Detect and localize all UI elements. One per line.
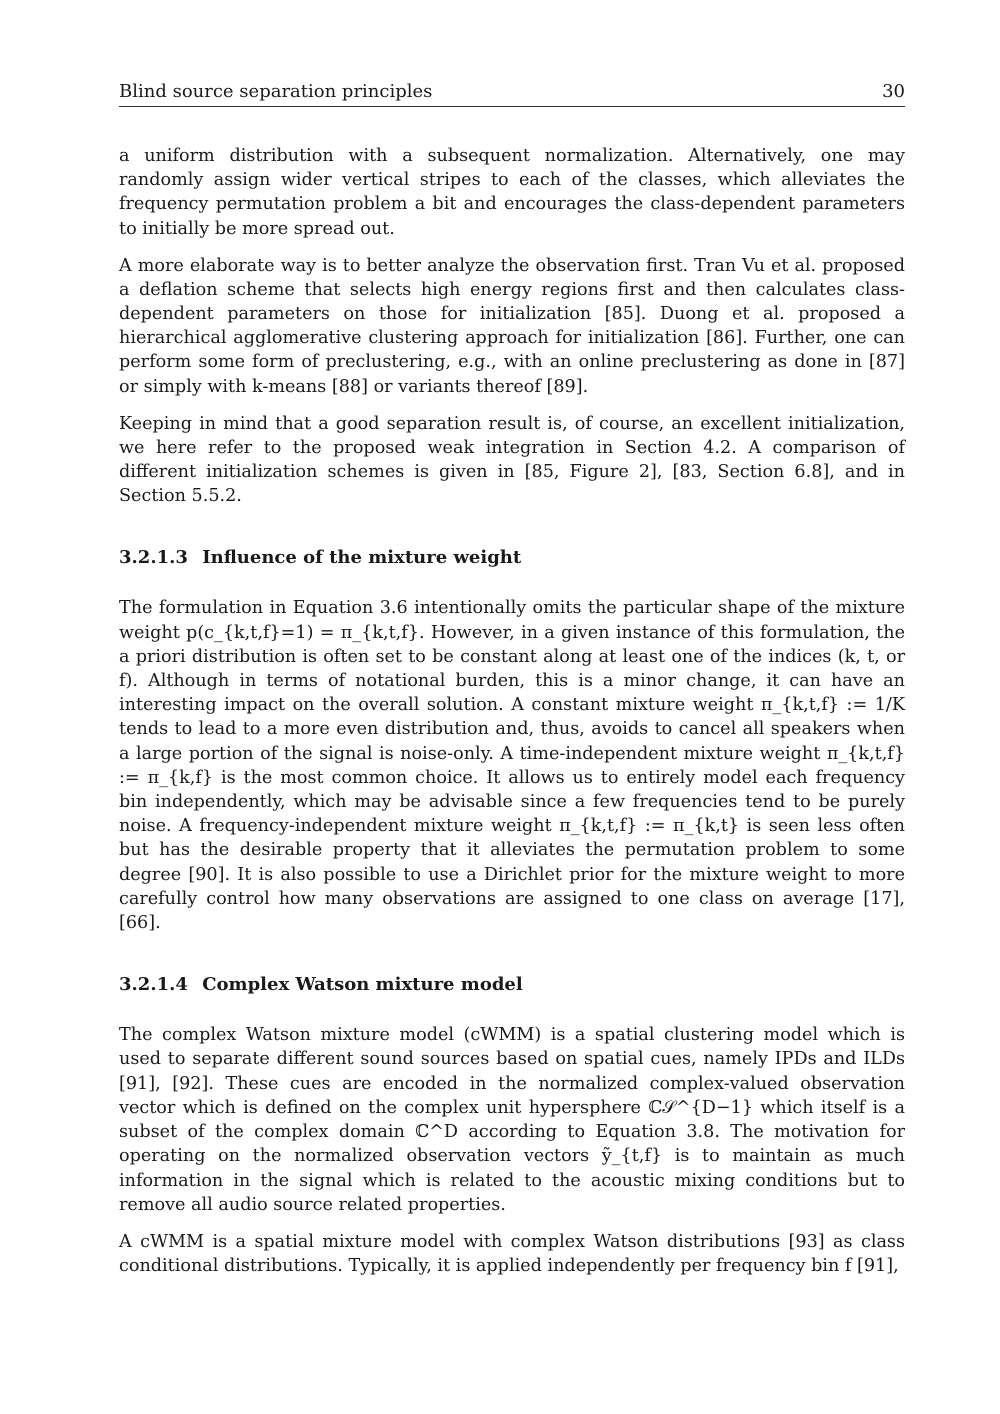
paragraph: Keeping in mind that a good separation result is, of course, an excellent initialization, we here refer to the proposed weak integration in Section 4.2. A comparison of different initialization schemes is given in [85, Figure 2], [83, Section 6.8], and in Section 5.5.2. — [119, 413, 905, 507]
section-number: 3.2.1.3 — [119, 547, 188, 569]
section-heading-cwmm — [119, 973, 905, 997]
paragraph: The formulation in Equation 3.6 intentionally omits the particular shape of the mixture weight p(c_{k,t,f}=1) = π_{k,t,f}. However, in a given instance of this formulation, the a priori distribution is often set to be constant along at least one of the indices (k, t, or f). Although in terms of notational burden, this is a minor change, it can have an interesting impact on the overall solution. A constant mixture weight π_{k,t,f} := 1/K tends to lead to a more even distribution and, thus, avoids to cancel all speakers when a large portion of the signal is noise-only. A time-independent mixture weight π_{k,t,f} := π_{k,f} is the most common choice. It allows us to entirely model each frequency bin independently, which may be advisable since a few frequencies tend to be purely noise. A frequency-independent mixture weight π_{k,t,f} := π_{k,t} is seen less often but has the desirable property that it alleviates the permutation problem to some degree [90]. It is also possible to use a Dirichlet prior for the mixture weight to more carefully control how many observations are assigned to one class on average [17], [66]. — [119, 598, 905, 934]
body-text — [119, 144, 905, 1291]
paragraph: A cWMM is a spatial mixture model with complex Watson distributions [93] as class conditional distributions. Typically, it is applied independently per frequency bin f [91], — [119, 1231, 905, 1276]
paragraph: The complex Watson mixture model (cWMM) is a spatial clustering model which is used to separate different sound sources based on spatial cues, namely IPDs and ILDs [91], [92]. These cues are encoded in the normalized complex-valued observation vector which is defined on the complex unit hypersphere ℂ𝒮^{D−1} which itself is a subset of the complex domain ℂ^D according to Equation 3.8. The motivation for operating on the normalized observation vectors ỹ_{t,f} is to maintain as much information in the signal which is related to the acoustic mixing conditions but to remove all audio source related properties. — [119, 1025, 905, 1215]
section-title: Influence of the mixture weight — [202, 547, 522, 569]
page-number: 30 — [882, 81, 905, 102]
paragraph: a uniform distribution with a subsequent normalization. Alternatively, one may randomly assign wider vertical stripes to each of the classes, which alleviates the frequency permutation problem a bit and encourages the class-dependent parameters to initially be more spread out. — [119, 146, 905, 239]
paragraph: A more elaborate way is to better analyze the observation first. Tran Vu et al. proposed a deflation scheme that selects high energy regions first and then calculates class-dependent parameters on those for initialization [85]. Duong et al. proposed a hierarchical agglomerative clustering approach for initialization [86]. Further, one can perform some form of preclustering, e.g., with an online preclustering as done in [87] or simply with k-means [88] or variants thereof [89]. — [119, 255, 905, 397]
section-heading-mixture-weight — [119, 546, 905, 570]
section-number: 3.2.1.4 — [119, 974, 188, 996]
running-header — [119, 80, 905, 107]
section-title: Complex Watson mixture model — [202, 974, 523, 996]
chapter-title: Blind source separation principles — [119, 81, 433, 102]
